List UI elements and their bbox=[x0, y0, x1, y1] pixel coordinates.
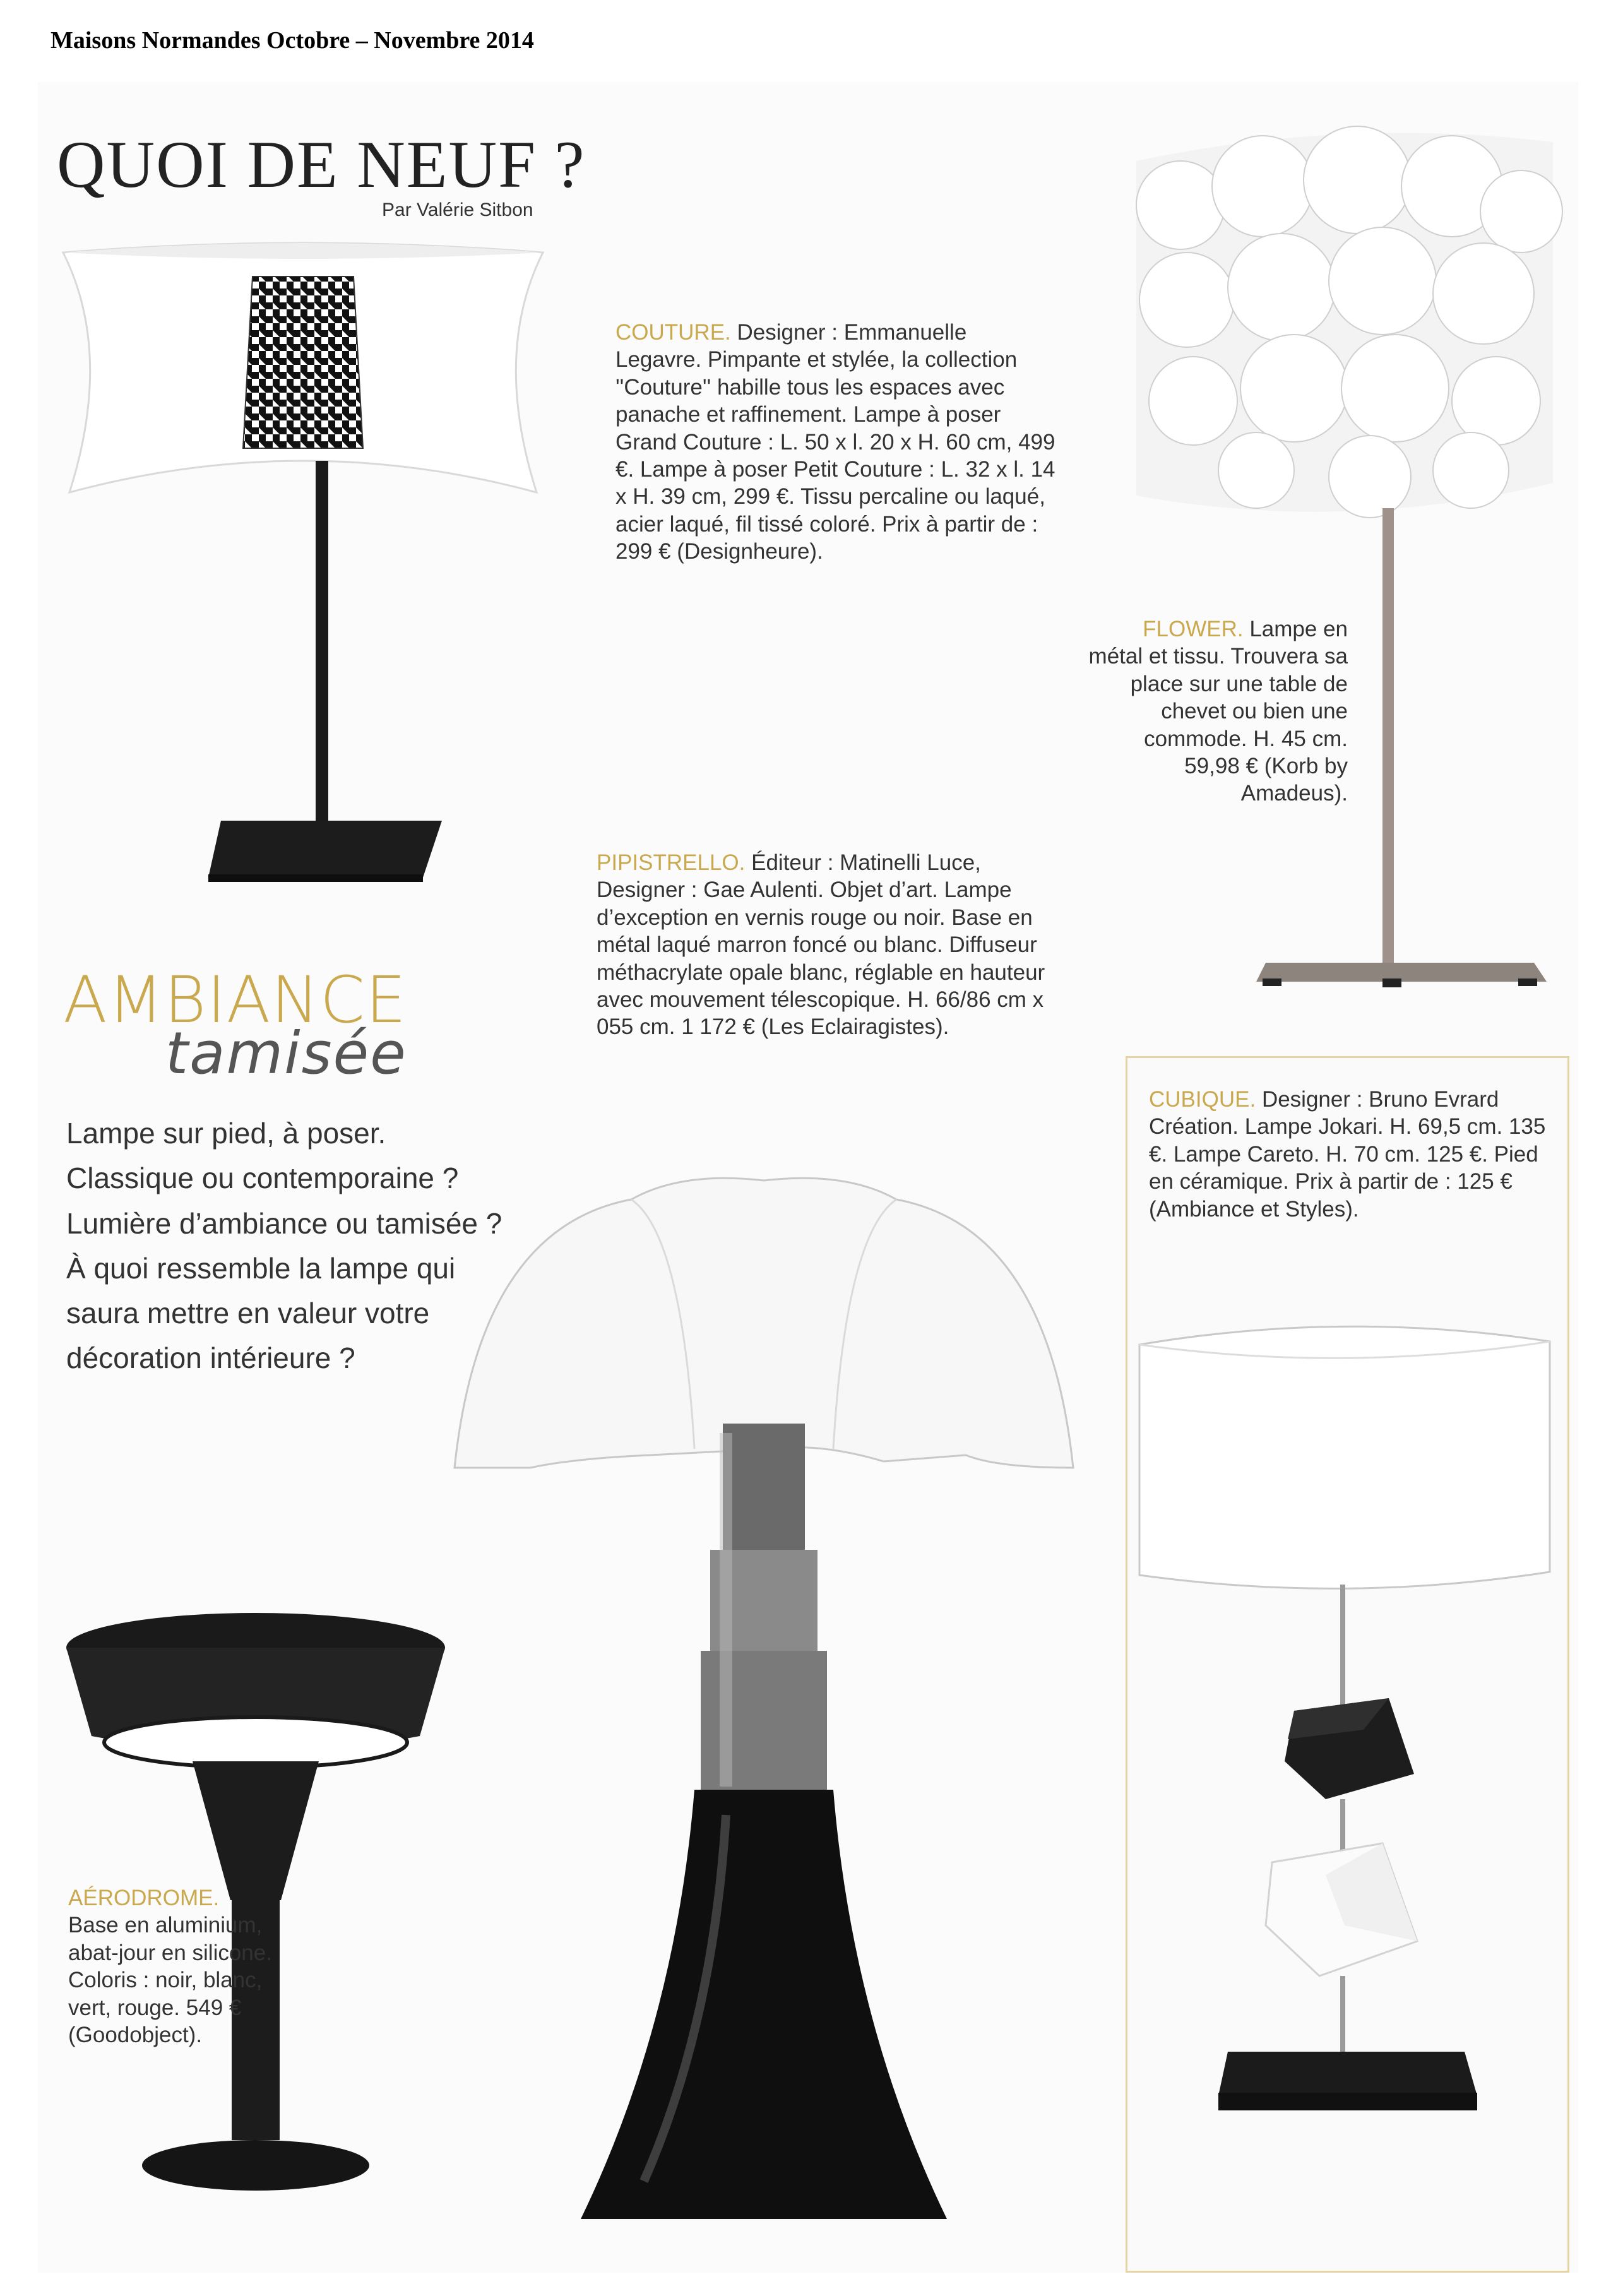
couture-description bbox=[615, 319, 1057, 566]
aerodrome-text: Base en aluminium, abat-jour en silicone. Coloris : noir, blanc, vert, rouge. 549 € (Goodobject). bbox=[68, 1913, 272, 2047]
couture-lamp-image bbox=[51, 240, 556, 915]
aerodrome-name: AÉRODROME. bbox=[68, 1886, 220, 1910]
section-title: AMBIANCE bbox=[63, 963, 407, 1038]
page-title: QUOI DE NEUF ? bbox=[57, 128, 586, 201]
flower-text: Lampe en métal et tissu. Trouvera sa place sur une table de chevet ou bien une commode. H. 45 cm. 59,98 € (Korb by Amadeus). bbox=[1088, 617, 1348, 806]
flower-description bbox=[1086, 616, 1348, 807]
cubique-name: CUBIQUE. bbox=[1149, 1087, 1256, 1112]
couture-text: Designer : Emmanuelle Legavre. Pimpante et stylée, la collection ''Couture'' habille tous les espaces avec panache et raffinement. Lampe à poser Grand Couture : L. 50 x l. 20 x H. 60 cm, 499 €. Lampe à poser Petit Couture : L. 32 x l. 14 x H. 39 cm, 299 €. Tissu percaline ou laqué, acier laqué, fil tissé coloré. Prix à partir de : 299 € (Designheure). bbox=[615, 320, 1055, 564]
pipistrello-description bbox=[597, 849, 1064, 1041]
cubique-description bbox=[1149, 1086, 1559, 1223]
section-intro: Lampe sur pied, à poser. Classique ou contemporaine ? Lumière d’ambiance ou tamisée ? À quoi ressemble la lampe qui saura mettre en valeur votre décoration intérieure ? bbox=[66, 1117, 502, 1375]
pipistrello-text: Éditeur : Matinelli Luce, Designer : Gae Aulenti. Objet d’art. Lampe d’exception en vernis rouge ou noir. Base en métal laqué marron foncé ou blanc. Diffuseur méthacrylate opale blanc, réglable en hauteur avec mouvement télescopique. H. 66/86 cm x 055 cm. 1 172 € (Les Eclairagistes). bbox=[597, 850, 1045, 1040]
flower-name: FLOWER. bbox=[1143, 617, 1244, 641]
cubique-text: Designer : Bruno Evrard Création. Lampe Jokari. H. 69,5 cm. 135 €. Lampe Careto. H. 70 cm. 125 €. Pied en céramique. Prix à partir de : 125 € (Ambiance et Styles). bbox=[1149, 1087, 1546, 1222]
pipistrello-name: PIPISTRELLO. bbox=[597, 850, 746, 875]
byline: Par Valérie Sitbon bbox=[382, 199, 533, 220]
aerodrome-description bbox=[68, 1884, 295, 2049]
couture-name: COUTURE. bbox=[615, 320, 731, 345]
pipistrello-lamp-image bbox=[442, 1171, 1086, 2257]
masthead: Maisons Normandes Octobre – Novembre 2014 bbox=[51, 27, 534, 54]
flower-lamp-image bbox=[1130, 92, 1566, 1020]
section-subtitle: tamisée bbox=[165, 1020, 407, 1087]
cubique-lamp-image bbox=[1136, 1319, 1553, 2184]
